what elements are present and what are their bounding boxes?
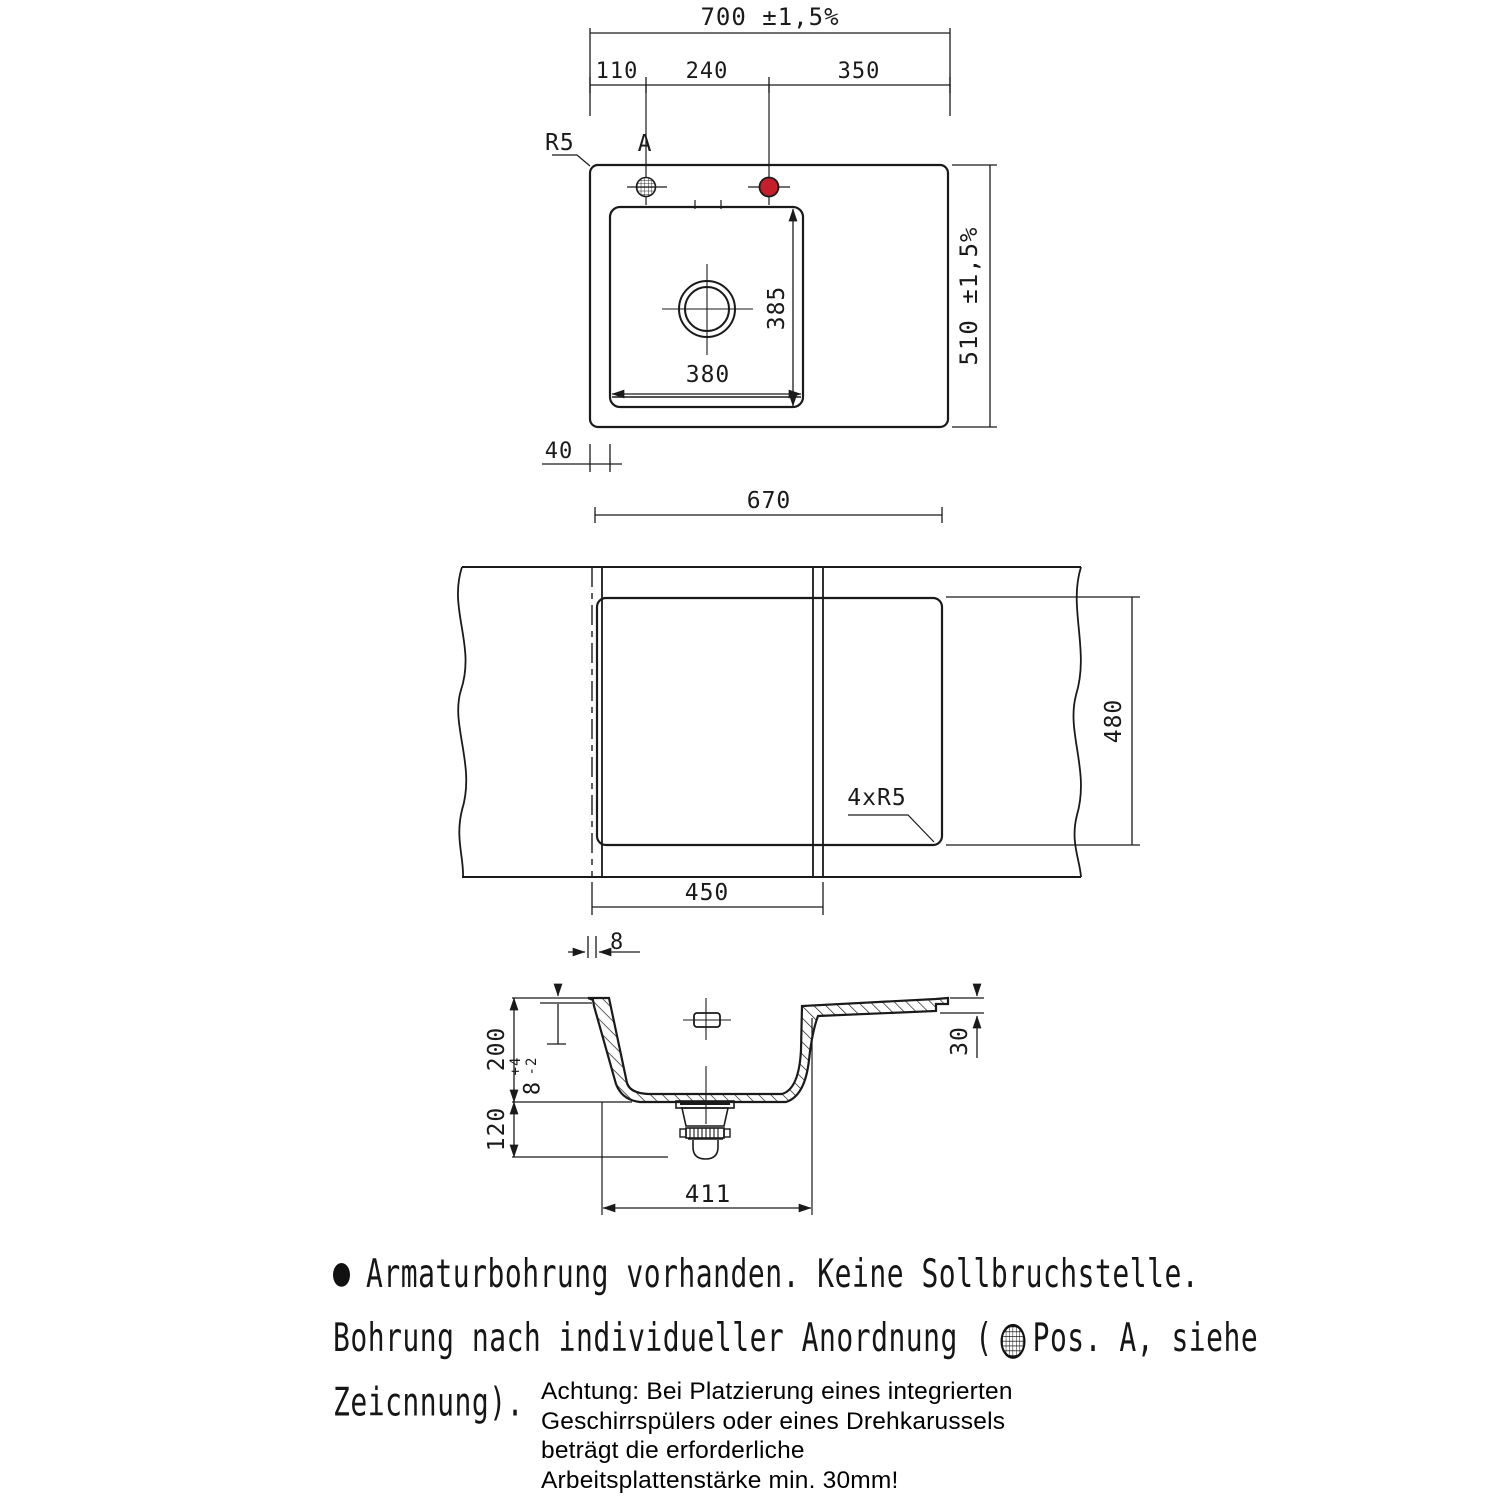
tech-note-text1: Armaturbohrung vorhanden. Keine Sollbruchstelle. — [366, 1250, 1200, 1297]
section-view — [484, 984, 984, 1215]
dim-670-label: 670 — [746, 488, 792, 514]
drill-hole-red-icon — [760, 178, 779, 197]
tech-note-text2b: Pos. A, siehe — [1032, 1314, 1259, 1361]
dim-385-label: 385 — [764, 285, 790, 331]
drain-nut-tab-left — [680, 1129, 686, 1137]
drain-nut-tab-right — [724, 1129, 730, 1137]
dim-30-label: 30 — [947, 1026, 973, 1056]
warning-line2: Geschirrspülers oder eines Drehkarussels — [541, 1407, 1006, 1435]
dim-380-label: 380 — [685, 362, 731, 388]
dim-450-label: 450 — [684, 880, 730, 906]
dim-480-label: 480 — [1101, 698, 1127, 744]
dim-40-label: 40 — [544, 439, 574, 464]
hatched-hole-icon — [999, 1322, 1027, 1361]
cutout-view — [458, 488, 1140, 958]
bullet-dot-icon — [333, 1263, 350, 1287]
r5-leader-line — [552, 155, 590, 166]
warning-block — [541, 1377, 1101, 1495]
drain-cap — [693, 1140, 718, 1159]
dim-200-label: 200 — [484, 1026, 510, 1072]
pos-a-label: A — [637, 131, 653, 157]
dim-110-label: 110 — [595, 59, 639, 84]
drain-seal — [680, 1101, 730, 1105]
dim-510-label: 510 ±1,5% — [955, 226, 983, 366]
dim-411-label: 411 — [684, 1180, 732, 1208]
dim-350-label: 350 — [837, 59, 881, 84]
drain-body — [682, 1108, 728, 1126]
tech-note-line1 — [333, 1242, 1233, 1306]
tech-note-line2 — [333, 1306, 1259, 1370]
dim-8-gap-label: 8 — [610, 930, 625, 955]
dim-240-label: 240 — [685, 59, 729, 84]
break-line-left — [458, 567, 466, 877]
warning-line4: Arbeitsplattenstärke min. 30mm! — [541, 1466, 899, 1494]
dim-700-label: 700 ±1,5% — [700, 3, 840, 31]
tech-note-text3: Zeicnnung). — [333, 1379, 524, 1426]
dim-8tol-label: 8 — [520, 1080, 546, 1096]
dim-8tol-minus-label: -2 — [524, 1056, 540, 1076]
warning-line1: Achtung: Bei Platzierung eines integrierten — [541, 1378, 1013, 1405]
tech-note-text2a: Bohrung nach individueller Anordnung ( — [333, 1314, 993, 1361]
top-view — [542, 3, 997, 472]
r5-corner-leader — [848, 815, 934, 842]
warning-line3: beträgt die erforderliche — [541, 1437, 805, 1464]
dim-120-label: 120 — [484, 1106, 510, 1152]
dim-4xr5-label: 4xR5 — [847, 785, 907, 811]
section-material-profile — [588, 998, 948, 1102]
break-line-right — [1073, 567, 1081, 877]
drain-nut-ribs — [690, 1128, 718, 1138]
dim-8tol-plus-label: +4 — [508, 1056, 524, 1076]
radius-r5-label: R5 — [545, 130, 575, 156]
